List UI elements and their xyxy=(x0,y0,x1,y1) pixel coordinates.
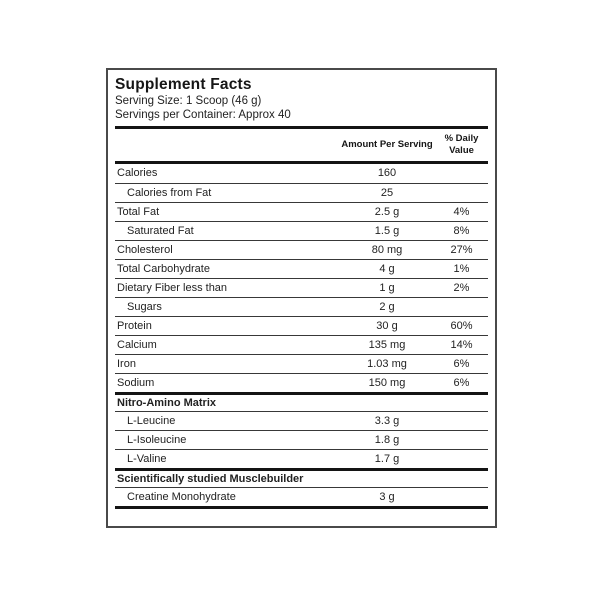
nutrient-label: Calcium xyxy=(117,338,157,351)
nutrient-amount: 160 xyxy=(377,167,397,179)
nutrient-label: L-Valine xyxy=(127,452,167,465)
nutrient-label: L-Leucine xyxy=(127,414,176,427)
nutrient-label: Sugars xyxy=(127,300,162,313)
nutrient-row xyxy=(115,373,488,392)
section-header-row xyxy=(115,392,488,411)
nutrient-row xyxy=(115,202,488,221)
nutrient-amount: 1 g xyxy=(379,281,395,294)
nutrient-label: Saturated Fat xyxy=(127,224,194,237)
nutrient-amount: 1.8 g xyxy=(374,433,400,446)
nutrient-row xyxy=(115,259,488,278)
nutrient-row xyxy=(115,335,488,354)
nutrient-daily-value: 8% xyxy=(453,224,470,237)
nutrient-row xyxy=(115,221,488,240)
nutrient-label: Protein xyxy=(117,319,152,332)
amount-per-serving-header: Amount Per Serving xyxy=(341,138,433,150)
nutrient-amount: 3 g xyxy=(379,490,395,503)
nutrient-row xyxy=(115,449,488,468)
panel-title: Supplement Facts xyxy=(115,76,252,93)
nutrient-daily-value: 6% xyxy=(453,376,470,389)
daily-value-header: % Daily Value xyxy=(444,133,479,156)
nutrient-label: Sodium xyxy=(117,376,155,389)
nutrient-daily-value: 4% xyxy=(453,205,470,218)
nutrient-label: Iron xyxy=(117,357,136,370)
nutrient-label: Creatine Monohydrate xyxy=(127,490,236,503)
nutrient-row xyxy=(115,316,488,335)
nutrient-row xyxy=(115,411,488,430)
nutrient-daily-value: 60% xyxy=(450,319,473,332)
serving-size: Serving Size: 1 Scoop (46 g) xyxy=(115,95,262,107)
nutrient-daily-value: 27% xyxy=(450,243,473,256)
nutrient-row xyxy=(115,487,488,506)
nutrient-label: Calories from Fat xyxy=(127,186,212,199)
nutrient-daily-value: 2% xyxy=(453,281,470,294)
section-title: Scientifically studied Musclebuilder xyxy=(117,472,304,485)
nutrient-amount: 25 xyxy=(380,186,394,199)
panel-header xyxy=(115,75,488,122)
servings-per-container: Servings per Container: Approx 40 xyxy=(115,109,291,121)
nutrient-row xyxy=(115,297,488,316)
nutrient-amount: 80 mg xyxy=(371,243,403,256)
nutrient-label: Calories xyxy=(117,167,158,179)
section-header-row xyxy=(115,468,488,487)
nutrient-row xyxy=(115,278,488,297)
nutrient-amount: 135 mg xyxy=(368,338,406,351)
column-header-row xyxy=(115,129,488,161)
nutrient-daily-value: 1% xyxy=(453,262,470,275)
nutrient-amount: 1.7 g xyxy=(374,452,400,465)
nutrient-amount: 1.03 mg xyxy=(367,357,407,370)
nutrient-row xyxy=(115,183,488,202)
nutrient-row xyxy=(115,354,488,373)
nutrient-amount: 30 g xyxy=(376,319,398,332)
nutrient-daily-value: 6% xyxy=(453,357,470,370)
nutrient-label: Total Fat xyxy=(117,205,160,218)
section-title: Nitro-Amino Matrix xyxy=(117,396,216,409)
nutrient-label: L-Isoleucine xyxy=(127,433,187,446)
nutrient-amount: 1.5 g xyxy=(374,224,400,237)
nutrient-label: Cholesterol xyxy=(117,243,173,256)
nutrient-amount: 4 g xyxy=(379,262,395,275)
divider-thick-bottom xyxy=(115,506,488,509)
nutrient-amount: 2 g xyxy=(379,300,395,313)
nutrient-label: Dietary Fiber less than xyxy=(117,281,228,294)
nutrient-amount: 150 mg xyxy=(368,376,406,389)
nutrient-row xyxy=(115,240,488,259)
nutrient-label: Total Carbohydrate xyxy=(117,262,210,275)
nutrient-row xyxy=(115,164,488,183)
nutrient-amount: 2.5 g xyxy=(374,205,400,218)
nutrient-amount: 3.3 g xyxy=(374,414,400,427)
nutrient-daily-value: 14% xyxy=(450,338,473,351)
nutrient-rows xyxy=(115,164,488,506)
nutrient-row xyxy=(115,430,488,449)
supplement-facts-panel xyxy=(106,68,497,528)
